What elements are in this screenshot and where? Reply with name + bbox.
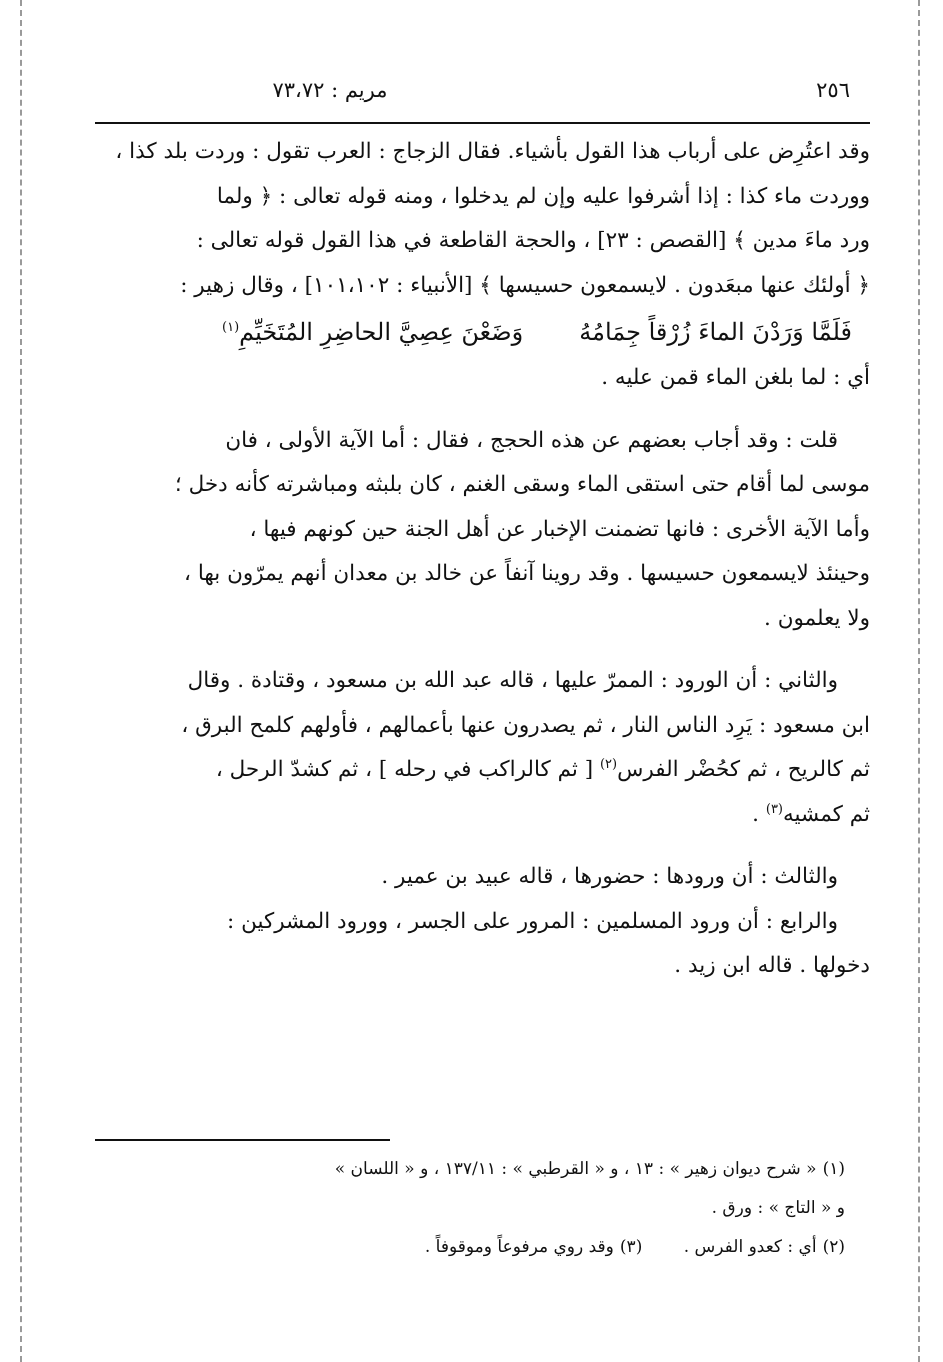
poetry-verse <box>95 308 870 356</box>
page-body <box>95 130 870 989</box>
binding-margin-right <box>918 0 920 1362</box>
footnote-ref-3: (٣) <box>765 801 783 817</box>
text-line: والرابع : أن ورود المسلمين : المرور على الجسر ، وورود المشركين : <box>227 908 838 934</box>
paragraph-3 <box>95 659 870 837</box>
footnote-ref-2: (٢) <box>599 756 618 772</box>
footnote-3 <box>425 1237 642 1257</box>
footnote-1-text: « شرح ديوان زهير » : ١٣ ، و « القرطبي » : ١٣٧/١١ ، و « اللسان » <box>334 1159 817 1179</box>
book-page <box>95 64 870 1314</box>
footnote-1-number: (١) <box>822 1159 845 1179</box>
page-number: ٢٥٦ <box>816 78 850 102</box>
text-line: دخولها . قاله ابن زيد . <box>674 953 870 978</box>
text-segment: . <box>752 801 760 827</box>
running-title: مريم : ٧٣،٧٢ <box>272 78 388 102</box>
text-line: وقد اعتُرِض على أرباب هذا القول بأشياء. فقال الزجاج : العرب تقول : وردت بلد كذا ، <box>115 139 870 164</box>
text-line: ابن مسعود : يَرِد الناس النار ، ثم يصدرون عنها بأعمالهم ، فأولهم كلمح البرق ، <box>181 712 870 738</box>
text-line: موسى لما أقام حتى استقى الماء وسقى الغنم ، كان بلبثه ومباشرته كأنه دخل ؛ <box>174 472 870 497</box>
text-line <box>95 793 870 838</box>
paragraph-2 <box>95 419 870 642</box>
binding-margin-left <box>20 0 22 1362</box>
footnote-1 <box>95 1150 870 1189</box>
page-header <box>95 64 870 108</box>
text-segment: [ ثم كالراكب في رحله ] ، ثم كشدّ الرحل ، <box>215 757 594 782</box>
text-line: وحينئذ لايسمعون حسيسها . وقد روينا آنفاً عن خالد بن معدان أنهم يمرّون بها ، <box>184 561 870 586</box>
footnote-2-number: (٢) <box>822 1237 845 1257</box>
text-line: ﴿ أولئك عنها مبعَدون . لايسمعون حسيسها ﴾ [الأنبياء : ١٠١،١٠٢] ، وقال زهير : <box>180 272 870 298</box>
footnotes <box>95 1150 870 1267</box>
footnote-rule <box>95 1139 390 1141</box>
paragraph-gap <box>95 401 870 419</box>
header-rule <box>95 122 870 124</box>
text-line: ورد ماءَ مدين ﴾ [القصص : ٢٣] ، والحجة القاطعة في هذا القول قوله تعالى : <box>196 228 870 253</box>
paragraph-gap <box>95 641 870 659</box>
footnote-3-text: وقد روي مرفوعاً وموقوفاً . <box>424 1237 614 1257</box>
footnote-2-3 <box>95 1228 870 1267</box>
text-segment: ثم كالريح ، ثم كحُضْر الفرس <box>617 757 870 782</box>
footnote-1-continued: و « التاج » : ورق . <box>711 1198 845 1218</box>
text-segment: ثم كمشيه <box>783 801 870 827</box>
text-line: ولا يعلمون . <box>764 605 870 631</box>
verse-second-hemistich: وَضَعْنَ عِصِيَّ الحاضِرِ المُتَخَيِّمِ <box>239 318 524 346</box>
text-line: قلت : وقد أجاب بعضهم عن هذه الحجج ، فقال : أما الآية الأولى ، فان <box>225 427 838 453</box>
paragraph-1 <box>95 130 870 308</box>
verse-first-hemistich: فَلَمَّا وَرَدْنَ الماءَ زُرْقاً جِمَامُهُ <box>579 318 852 346</box>
paragraph-5 <box>95 900 870 989</box>
footnote-ref-1: (١) <box>222 320 240 335</box>
verse-explanation: أي : لما بلغن الماء قمن عليه . <box>601 365 870 390</box>
text-line: والثاني : أن الورود : الممرّ عليها ، قاله عبد الله بن مسعود ، وقتادة . وقال <box>187 668 838 693</box>
text-line: ووردت ماء كذا : إذا أشرفوا عليه وإن لم يدخلوا ، ومنه قوله تعالى : ﴿ ولما <box>216 183 870 209</box>
paragraph-gap <box>95 837 870 855</box>
text-line <box>95 748 870 793</box>
paragraph-4: والثالث : أن ورودها : حضورها ، قاله عبيد بن عمير . <box>381 864 838 889</box>
footnote-3-number: (٣) <box>619 1237 643 1257</box>
footnote-2-text: أي : كعدو الفرس . <box>683 1237 817 1257</box>
text-line: وأما الآية الأخرى : فانها تضمنت الإخبار عن أهل الجنة حين كونهم فيها ، <box>249 516 870 542</box>
